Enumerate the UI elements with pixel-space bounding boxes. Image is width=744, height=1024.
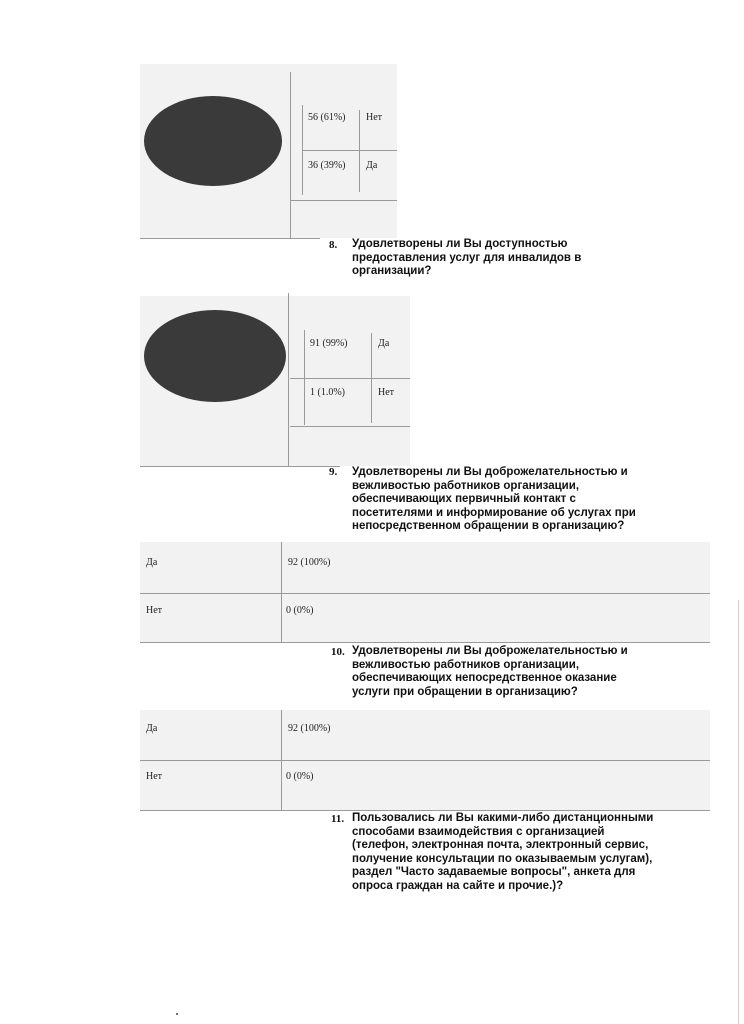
table-1-row-1-value: 92 (100%) [288, 557, 331, 568]
chart-1-slice-1-value: 56 (61%) [308, 112, 346, 123]
chart-2-vdivider [288, 293, 289, 466]
chart-2-legend-hline [290, 378, 410, 379]
table-2-row-2-label: Нет [146, 771, 163, 782]
chart-1-slice-2-value: 36 (39%) [308, 160, 346, 171]
table-2-bottom [140, 810, 710, 811]
chart-2-baseline [140, 466, 340, 467]
chart-2-slice-1-value: 91 (99%) [310, 338, 348, 349]
chart-2-slice-1-label: Да [378, 338, 390, 349]
chart-2-pie [144, 310, 286, 402]
chart-1-legend-vline2 [359, 110, 360, 192]
question-9-number: 9. [329, 466, 338, 478]
chart-1-vdivider [290, 72, 291, 238]
chart-1-pie [144, 96, 282, 186]
chart-2-slice-2-label: Нет [378, 387, 395, 398]
table-1 [140, 542, 710, 642]
table-2-row-1-label: Да [146, 723, 158, 734]
question-8-text: Удовлетворены ли Вы доступностью предоставления услуг для инвалидов в организации? [352, 238, 582, 277]
table-2-row-1-value: 92 (100%) [288, 723, 331, 734]
question-9-text: Удовлетворены ли Вы доброжелательностью и вежливостью работников организации, обеспечивающих первичный контакт с посетителями и информирование об услугах при непосредственном обращении в организацию? [352, 466, 636, 532]
table-1-row-2-value: 0 (0%) [286, 605, 314, 616]
chart-1-legend-hline [302, 150, 397, 151]
table-1-bottom [140, 642, 710, 643]
table-1-vdivider [281, 542, 282, 642]
table-2-row-2-value: 0 (0%) [286, 771, 314, 782]
chart-2-slice-2-value: 1 (1.0%) [310, 387, 345, 398]
question-10-text: Удовлетворены ли Вы доброжелательностью и вежливостью работников организации, обеспечивающих непосредственное оказание услуги при обращении в организацию? [352, 645, 628, 698]
table-1-row-1-label: Да [146, 557, 158, 568]
scan-edge [738, 600, 739, 1024]
chart-2-legend-bottom [290, 426, 410, 427]
chart-1-legend-bottom [290, 200, 397, 201]
chart-1-slice-2-label: Да [366, 160, 378, 171]
table-1-row-divider [140, 593, 710, 594]
chart-1-baseline [140, 238, 320, 239]
question-11-text: Пользовались ли Вы какими-либо дистанционными способами взаимодействия с организацией (телефон, электронная почта, электронный сервис, получение консультации по оказываемым услугам), раздел "Часто задаваемые вопросы", анкета для опроса граждан на сайте и прочие.)? [352, 812, 654, 892]
table-2-row-divider [140, 760, 710, 761]
chart-1-slice-1-label: Нет [366, 112, 383, 123]
question-8-number: 8. [329, 239, 338, 251]
table-1-row-2-label: Нет [146, 605, 163, 616]
scan-speck [176, 1013, 178, 1015]
question-10-number: 10. [331, 646, 345, 658]
question-11-number: 11. [331, 813, 345, 825]
